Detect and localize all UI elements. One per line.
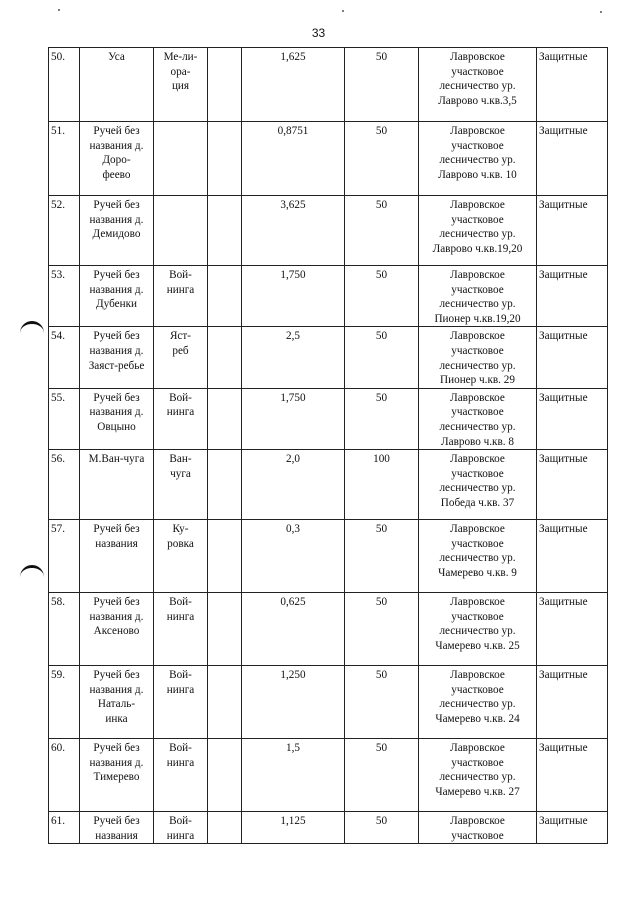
forest-category: Защитные: [537, 739, 608, 812]
binder-hole-mark: [20, 565, 44, 578]
river-basin: Яст- реб: [154, 327, 208, 388]
zone-width-value: 50: [345, 266, 419, 327]
forest-category: Защитные: [537, 266, 608, 327]
forestry-location: Лавровское участковое лесничество ур. Лаврово ч.кв.3,5: [419, 48, 537, 122]
binder-hole-mark: [20, 321, 44, 334]
forestry-location: Лавровское участковое лесничество ур. Чамерево ч.кв. 9: [419, 520, 537, 593]
forest-category: Защитные: [537, 593, 608, 666]
water-body-name: Ручей без названия д. Заяст-ребье: [80, 327, 154, 388]
table-row: [49, 327, 608, 388]
table-row: [49, 388, 608, 449]
length-value: 0,625: [242, 593, 345, 666]
river-basin: Ку- ровка: [154, 520, 208, 593]
empty-cell: [208, 520, 242, 593]
water-body-name: Уса: [80, 48, 154, 122]
forest-category: Защитные: [537, 450, 608, 520]
length-value: 0,3: [242, 520, 345, 593]
length-value: 2,5: [242, 327, 345, 388]
forestry-location: Лавровское участковое лесничество ур. Лаврово ч.кв. 10: [419, 122, 537, 196]
table-row: [49, 122, 608, 196]
water-body-name: Ручей без названия д. Тимерево: [80, 739, 154, 812]
row-number: 52.: [49, 196, 80, 266]
water-body-name: Ручей без названия д. Наталь- инка: [80, 666, 154, 739]
river-basin: Вой- нинга: [154, 266, 208, 327]
row-number: 60.: [49, 739, 80, 812]
river-basin: Ван- чуга: [154, 450, 208, 520]
forestry-location: Лавровское участковое лесничество ур. Пионер ч.кв.19,20: [419, 266, 537, 327]
length-value: 1,125: [242, 812, 345, 844]
forest-category: Защитные: [537, 196, 608, 266]
forestry-location: Лавровское участковое лесничество ур. Чамерево ч.кв. 27: [419, 739, 537, 812]
river-basin: [154, 196, 208, 266]
row-number: 58.: [49, 593, 80, 666]
row-number: 54.: [49, 327, 80, 388]
empty-cell: [208, 266, 242, 327]
row-number: 57.: [49, 520, 80, 593]
water-body-name: Ручей без названия: [80, 812, 154, 844]
empty-cell: [208, 196, 242, 266]
zone-width-value: 50: [345, 666, 419, 739]
row-number: 50.: [49, 48, 80, 122]
row-number: 51.: [49, 122, 80, 196]
forest-category: Защитные: [537, 388, 608, 449]
water-body-name: Ручей без названия д. Аксеново: [80, 593, 154, 666]
forestry-location: Лавровское участковое лесничество ур. Победа ч.кв. 37: [419, 450, 537, 520]
row-number: 61.: [49, 812, 80, 844]
table-row: [49, 450, 608, 520]
river-basin: Вой- нинга: [154, 666, 208, 739]
scan-speck: [58, 9, 60, 11]
row-number: 53.: [49, 266, 80, 327]
zone-width-value: 50: [345, 196, 419, 266]
forestry-location: Лавровское участковое: [419, 812, 537, 844]
empty-cell: [208, 666, 242, 739]
length-value: 1,250: [242, 666, 345, 739]
zone-width-value: 100: [345, 450, 419, 520]
zone-width-value: 50: [345, 122, 419, 196]
zone-width-value: 50: [345, 48, 419, 122]
empty-cell: [208, 812, 242, 844]
length-value: 3,625: [242, 196, 345, 266]
river-basin: Вой- нинга: [154, 739, 208, 812]
empty-cell: [208, 450, 242, 520]
scan-speck: [342, 10, 344, 12]
row-number: 56.: [49, 450, 80, 520]
zone-width-value: 50: [345, 739, 419, 812]
empty-cell: [208, 388, 242, 449]
table-row: [49, 666, 608, 739]
empty-cell: [208, 593, 242, 666]
length-value: 1,5: [242, 739, 345, 812]
empty-cell: [208, 122, 242, 196]
zone-width-value: 50: [345, 520, 419, 593]
table-row: [49, 593, 608, 666]
forest-category: Защитные: [537, 812, 608, 844]
forest-category: Защитные: [537, 48, 608, 122]
zone-width-value: 50: [345, 812, 419, 844]
forestry-location: Лавровское участковое лесничество ур. Чамерево ч.кв. 24: [419, 666, 537, 739]
forest-category: Защитные: [537, 520, 608, 593]
forestry-location: Лавровское участковое лесничество ур. Чамерево ч.кв. 25: [419, 593, 537, 666]
table-row: [49, 266, 608, 327]
table-row: [49, 812, 608, 844]
water-body-name: Ручей без названия д. Демидово: [80, 196, 154, 266]
zone-width-value: 50: [345, 388, 419, 449]
empty-cell: [208, 48, 242, 122]
forest-category: Защитные: [537, 327, 608, 388]
forest-category: Защитные: [537, 122, 608, 196]
water-body-name: М.Ван-чуга: [80, 450, 154, 520]
empty-cell: [208, 327, 242, 388]
zone-width-value: 50: [345, 327, 419, 388]
river-basin: Вой- нинга: [154, 812, 208, 844]
zone-width-value: 50: [345, 593, 419, 666]
river-basin: Вой- нинга: [154, 388, 208, 449]
river-basin: [154, 122, 208, 196]
forestry-location: Лавровское участковое лесничество ур. Пионер ч.кв. 29: [419, 327, 537, 388]
water-bodies-table: [48, 47, 608, 844]
water-body-name: Ручей без названия д. Доро- феево: [80, 122, 154, 196]
length-value: 1,625: [242, 48, 345, 122]
water-body-name: Ручей без названия: [80, 520, 154, 593]
water-body-name: Ручей без названия д. Овцыно: [80, 388, 154, 449]
scan-speck: [600, 11, 602, 13]
table-row: [49, 196, 608, 266]
river-basin: Ме-ли- ора- ция: [154, 48, 208, 122]
length-value: 2,0: [242, 450, 345, 520]
river-basin: Вой- нинга: [154, 593, 208, 666]
water-body-name: Ручей без названия д. Дубенки: [80, 266, 154, 327]
table-row: [49, 48, 608, 122]
row-number: 55.: [49, 388, 80, 449]
forestry-location: Лавровское участковое лесничество ур. Лаврово ч.кв. 8: [419, 388, 537, 449]
empty-cell: [208, 739, 242, 812]
length-value: 1,750: [242, 266, 345, 327]
length-value: 0,8751: [242, 122, 345, 196]
forestry-location: Лавровское участковое лесничество ур. Лаврово ч.кв.19,20: [419, 196, 537, 266]
length-value: 1,750: [242, 388, 345, 449]
forest-category: Защитные: [537, 666, 608, 739]
table-row: [49, 739, 608, 812]
table-row: [49, 520, 608, 593]
row-number: 59.: [49, 666, 80, 739]
page-number: 33: [311, 26, 326, 40]
